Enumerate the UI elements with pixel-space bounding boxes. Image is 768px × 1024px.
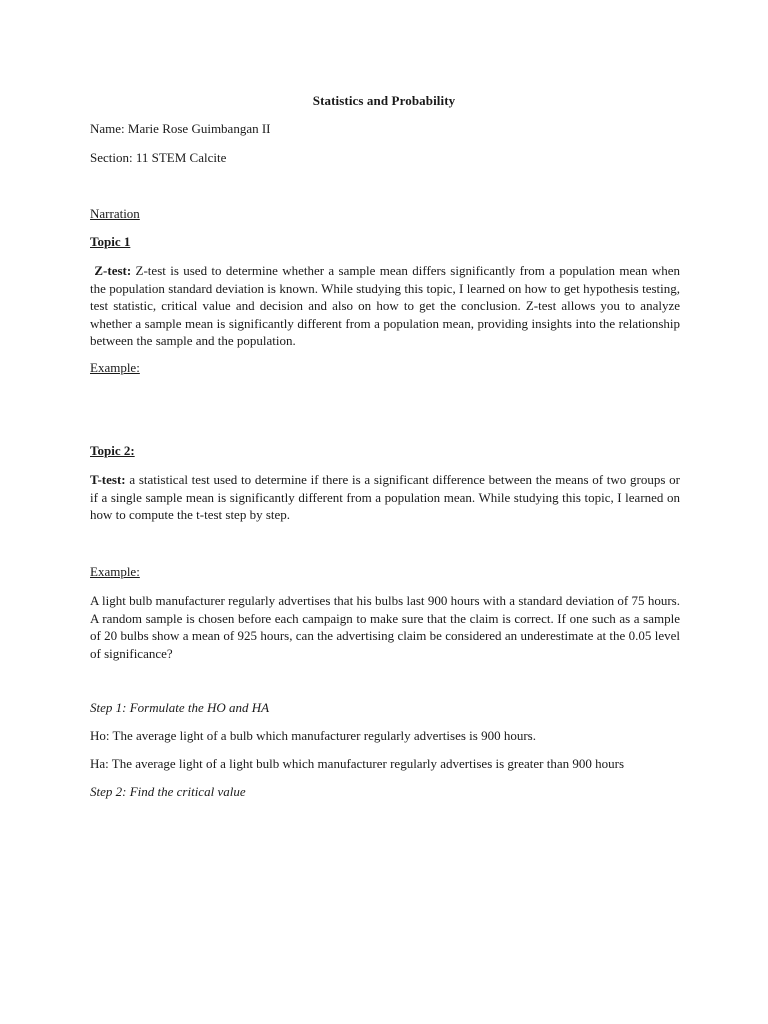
narration-heading: Narration bbox=[90, 206, 140, 221]
topic2-heading: Topic 2: bbox=[90, 443, 135, 458]
t-test-term: T-test: bbox=[90, 472, 126, 487]
step2-label: Step 2: Find the critical value bbox=[90, 784, 246, 799]
student-name: Name: Marie Rose Guimbangan II bbox=[90, 121, 271, 136]
topic2-example-label: Example: bbox=[90, 564, 140, 579]
document-title: Statistics and Probability bbox=[312, 93, 456, 108]
z-test-description: Z-test is used to determine whether a sample mean differs significantly from a population mean when the population standard deviation is known. While studying this topic, I learned on how to get hypothesis testing, test statistic, critical value and decision and also on how to get the conclusion. Z-test allows you to analyze whether a sample mean is significantly different from a population mean, providing insights into the relationship between the sample and the population. bbox=[90, 263, 680, 348]
topic1-paragraph bbox=[90, 262, 680, 350]
topic2-paragraph bbox=[90, 471, 680, 524]
z-test-term: Z-test: bbox=[94, 263, 132, 278]
null-hypothesis: Ho: The average light of a bulb which manufacturer regularly advertises is 900 hours. bbox=[90, 728, 536, 743]
step1-label: Step 1: Formulate the HO and HA bbox=[90, 700, 270, 715]
student-section: Section: 11 STEM Calcite bbox=[90, 150, 227, 165]
alternative-hypothesis: Ha: The average light of a light bulb which manufacturer regularly advertises is greater than 900 hours bbox=[90, 756, 625, 771]
topic1-heading: Topic 1 bbox=[90, 234, 131, 249]
t-test-description: a statistical test used to determine if there is a significant difference between the means of two groups or if a single sample mean is significantly different from a population mean. While studying this topic, I learned on how to compute the t-test step by step. bbox=[90, 472, 680, 522]
topic2-example-problem: A light bulb manufacturer regularly advertises that his bulbs last 900 hours with a standard deviation of 75 hours. A random sample is chosen before each campaign to make sure that the claim is correct. If one such as a sample of 20 bulbs show a mean of 925 hours, can the advertising claim be considered an underestimate at the 0.05 level of significance? bbox=[90, 593, 680, 661]
topic1-example-label: Example: bbox=[90, 360, 140, 375]
